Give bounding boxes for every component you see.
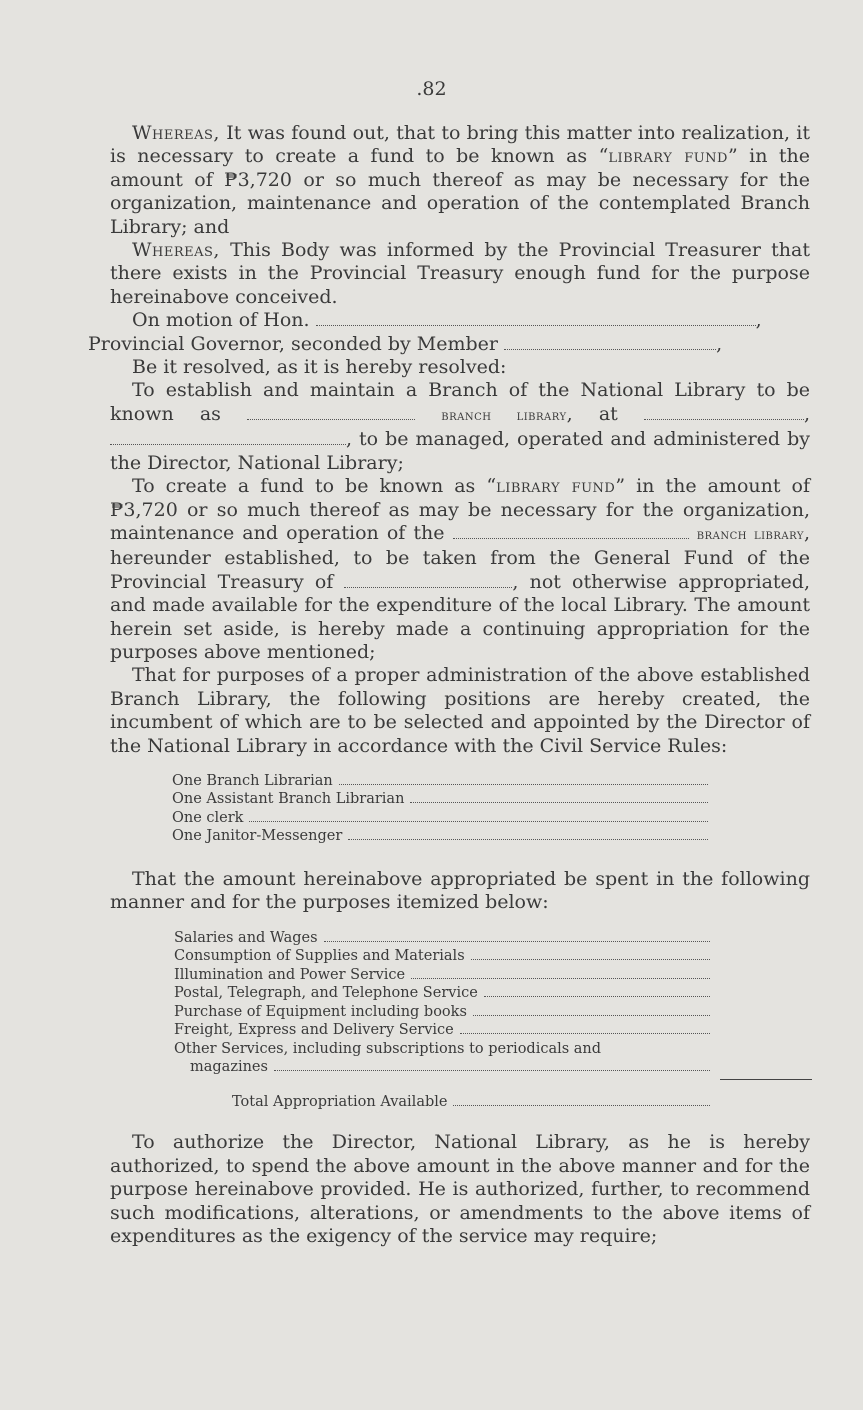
position-label: One Assistant Branch Librarian xyxy=(172,791,405,808)
list-item xyxy=(174,929,710,948)
item-label: Postal, Telegraph, and Telephone Service xyxy=(174,985,478,1002)
item-label: Consumption of Supplies and Materials xyxy=(174,948,465,965)
dot-leader xyxy=(348,829,708,840)
dot-leader xyxy=(411,968,710,979)
dot-leader xyxy=(339,774,708,785)
total-rule-row xyxy=(174,1077,710,1087)
text: not otherwise appropriated, and made available for the expenditure of the local Library. The amount herein set aside, is hereby made a continuing appropriation for the purposes above mentioned; xyxy=(110,570,810,663)
dot-leader xyxy=(484,986,710,997)
text: To authorize the Director, National Library, as he is hereby authorized, to spend the above amount in the above manner and for the purpose hereinabove provided. He is authorized, further, to recommend such modifications, alterations, or amendments to the above items of expenditures as the exigency of the service may require; xyxy=(110,1131,810,1247)
paragraph-motion: On motion of Hon. , Provincial Governor, seconded by Member , xyxy=(88,309,762,355)
list-item xyxy=(172,790,708,809)
text: That for purposes of a proper administration of the above established Branch Library, the following positions are hereby created, the incumbent of which are to be selected and appointed by the Director of the National Library in accordance with the Civil Service Rules: xyxy=(110,664,810,757)
list-item xyxy=(172,827,708,846)
paragraph-resolved xyxy=(110,356,810,379)
text: , hereunder established, to be taken from the General Fund of the Provincial Treasury of xyxy=(110,521,810,593)
resolution-text xyxy=(88,122,810,1248)
paragraph-whereas-1 xyxy=(110,122,810,239)
position-label: One Janitor-Messenger xyxy=(172,828,343,845)
text: Be it resolved, as it is hereby resolved: xyxy=(132,356,507,379)
text: ” in the amount of ₱3,720 or so much thereof as may be necessary for the organization, maintenance and operation of the contemplated Branch Library; and xyxy=(110,145,810,238)
text: ” in the amount of ₱3,720 or so much thereof as may be necessary for the organization, maintenance and operation of the xyxy=(110,475,810,544)
positions-list xyxy=(172,772,708,846)
dot-leader xyxy=(410,792,708,803)
list-item xyxy=(174,1021,710,1040)
item-label: Other Services, including subscriptions to periodicals and xyxy=(174,1040,602,1057)
blank-fill-line xyxy=(247,404,415,420)
appropriation-items-list xyxy=(174,929,710,1112)
blank-fill-line xyxy=(504,333,716,349)
text: This Body was informed by the Provincial Treasurer that there exists in the Provincial Treasury enough fund for the purpose hereinabove conceived. xyxy=(110,239,810,308)
position-label: One Branch Librarian xyxy=(172,772,333,789)
dot-leader xyxy=(471,949,710,960)
text: That the amount hereinabove appropriated be spent in the following manner and for the purposes itemized below: xyxy=(110,867,810,914)
text: To establish and maintain a Branch of the National Library to be known as xyxy=(110,379,810,425)
list-item xyxy=(172,772,708,791)
text: , to be managed, operated and administered by the Director, National Library; xyxy=(110,428,810,474)
item-label: Illumination and Power Service xyxy=(174,966,406,983)
branch-library-term: branch library xyxy=(696,526,804,543)
dot-leader xyxy=(274,1060,710,1071)
paragraph-authorize xyxy=(110,1131,810,1248)
text: Provincial Governor, seconded by Member xyxy=(88,332,499,355)
blank-fill-line xyxy=(344,572,512,588)
dot-leader xyxy=(473,1005,710,1016)
dot-leader xyxy=(249,811,708,822)
list-item xyxy=(174,947,710,966)
item-label: Freight, Express and Delivery Service xyxy=(174,1022,454,1039)
item-label: Salaries and Wages xyxy=(174,929,318,946)
paragraph-positions xyxy=(110,664,810,758)
paragraph-establish: To establish and maintain a Branch of the National Library to be known as branch library, at , , to be managed, operated and administered by the Director, National Library; xyxy=(110,379,810,474)
text: To create a fund to be known as “ xyxy=(132,475,497,498)
item-label: magazines xyxy=(190,1059,268,1076)
list-item xyxy=(172,809,708,828)
blank-fill-line xyxy=(644,404,804,420)
paragraph-spend xyxy=(110,868,810,915)
library-fund-term: library fund xyxy=(496,475,616,498)
blank-fill-line xyxy=(110,429,346,445)
text: On motion of Hon. xyxy=(132,309,310,332)
list-item xyxy=(174,966,710,985)
item-label: Purchase of Equipment including books xyxy=(174,1003,467,1020)
dot-leader xyxy=(324,931,710,942)
dot-leader xyxy=(453,1095,710,1106)
text: , at xyxy=(566,402,618,425)
library-fund-term: library fund xyxy=(608,145,728,168)
blank-fill-line xyxy=(316,310,756,326)
page-number: .82 xyxy=(416,78,447,100)
list-item xyxy=(174,1003,710,1022)
whereas-lead: Whereas, xyxy=(132,239,220,262)
branch-library-term: branch library xyxy=(441,407,567,424)
list-item xyxy=(174,1058,710,1077)
paragraph-whereas-2 xyxy=(110,239,810,309)
dot-leader xyxy=(460,1023,710,1034)
list-item xyxy=(174,984,710,1003)
total-row xyxy=(174,1093,710,1112)
position-label: One clerk xyxy=(172,809,244,826)
text: It was found out, that to bring this matter into realization, it is necessary to create a fund to be known as “ xyxy=(110,122,810,168)
paragraph-create-fund: To create a fund to be known as “library fund” in the amount of ₱3,720 or so much thereof as may be necessary for the organization, maintenance and operation of the branch library, hereunder established, to be taken from the General Fund of the Provincial Treasury of , not otherwise appropriated, and made available for the expenditure of the local Library. The amount herein set aside, is hereby made a continuing appropriation for the purposes above mentioned; xyxy=(110,475,810,663)
blank-fill-line xyxy=(453,523,689,539)
total-label: Total Appropriation Available xyxy=(232,1093,448,1110)
total-rule xyxy=(720,1079,812,1080)
list-item xyxy=(174,1040,710,1059)
whereas-lead: Whereas, xyxy=(132,122,220,144)
